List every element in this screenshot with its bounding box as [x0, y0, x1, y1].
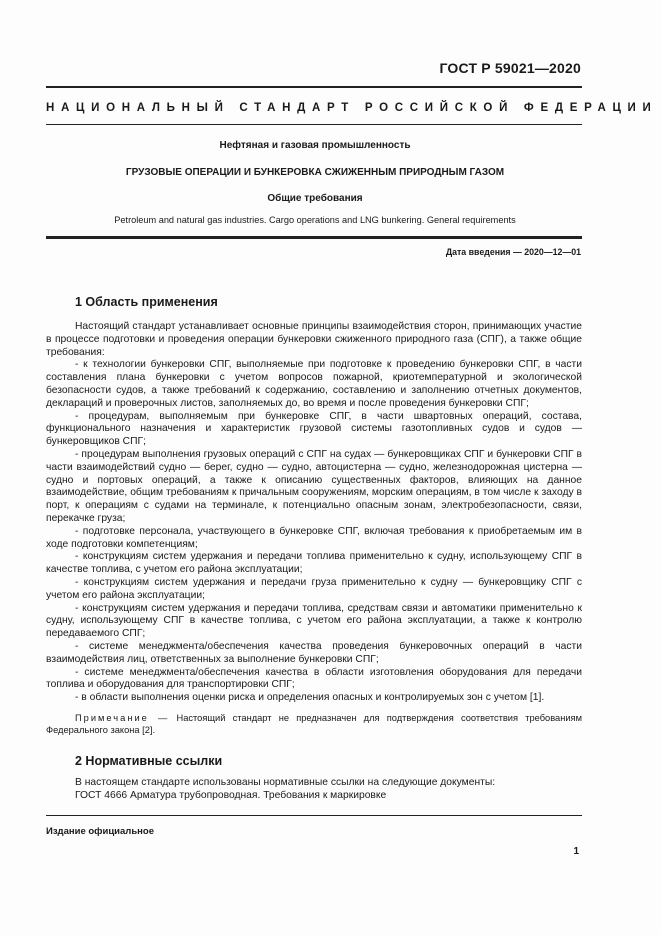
section-2-heading: 2 Нормативные ссылки	[75, 754, 223, 768]
page-number: 1	[573, 846, 579, 857]
document-id: ГОСТ Р 59021—2020	[439, 60, 581, 76]
list-item: - подготовке персонала, участвующего в бункеровке СПГ, включая требования к приобретаемым им в ходе подготовки компетенциям;	[46, 525, 582, 550]
introduction-date: Дата введения — 2020—12—01	[445, 247, 581, 257]
note-block	[46, 712, 582, 737]
subtitle: Общие требования	[267, 193, 363, 204]
title-rule	[46, 236, 582, 239]
list-item: - процедурам, выполняемым при бункеровке СПГ, в части швартовных операций, состава, функционального назначения и характеристик грузовой системы газотопливных судов и судов — бункеровщиков СПГ;	[46, 410, 582, 448]
note-label: Примечание —	[75, 713, 170, 723]
header-rule-thin	[46, 124, 582, 125]
section-1-heading: 1 Область применения	[75, 295, 218, 309]
list-item: - конструкциям систем удержания и передачи топлива, средствам связи и автоматики применительно к судну, использующему СПГ в качестве топлива, с учетом его района эксплуатации, а также к контролю передаваемого СПГ;	[46, 602, 582, 640]
paragraph: Настоящий стандарт устанавливает основные принципы взаимодействия сторон, принимающих участие в процессе подготовки и проведения операции бункеровки сжиженного природного газа (СПГ), а также общие требования:	[46, 321, 582, 358]
paragraph: ГОСТ 4666 Арматура трубопроводная. Требования к маркировке	[75, 789, 387, 801]
list-item: - процедурам выполнения грузовых операций с СПГ на судах — бункеровщиках СПГ и бункеровки СПГ в части взаимодействий судно — берег, судно — судно, автоцистерна — судно, железнодорожная цистерна — судно и портовых операций, а также к описанию существенных факторов, влияющих на данное взаимодействие, общим требованиям к причальным сооружениям, морским операциям, в том числе к заходу в порт, к операциям с судами на терминале, к потенциально опасным зонам, электробезопасности, связи, перекачке груза;	[46, 448, 582, 524]
header-rule-thick	[46, 86, 582, 88]
industry-title: Нефтяная и газовая промышленность	[219, 140, 411, 151]
list-item: - к технологии бункеровки СПГ, выполняемые при подготовке к проведению бункеровки СПГ, в части составления плана бункеровки с учетом вопросов пожарной, криотемпературной и экологической безопасности судов, а также требований к содержанию, составлению и заполнению отчетных документов, деклараций и проверочных листов, заполняемых до, во время и после проведения бункеровки СПГ;	[46, 359, 582, 409]
list-item: - системе менеджмента/обеспечения качества в области изготовления оборудования для передачи топлива и оборудования для транспортировки СПГ;	[46, 666, 582, 691]
english-title: Petroleum and natural gas industries. Cargo operations and LNG bunkering. General requirements	[114, 215, 516, 225]
list-item: - в области выполнения оценки риска и определения опасных и контролируемых зон с учетом [1].	[75, 692, 545, 704]
official-edition-label: Издание официальное	[46, 826, 154, 837]
paragraph: В настоящем стандарте использованы нормативные ссылки на следующие документы:	[75, 777, 496, 788]
list-item: - конструкциям систем удержания и передачи груза применительно к судну — бункеровщику СПГ с учетом его района эксплуатации;	[46, 576, 582, 601]
note-text: Настоящий стандарт не предназначен для подтверждения соответствия требованиям Федерального закона [2].	[46, 713, 582, 736]
main-title: ГРУЗОВЫЕ ОПЕРАЦИИ И БУНКЕРОВКА СЖИЖЕННЫМ ПРИРОДНЫМ ГАЗОМ	[125, 167, 505, 178]
list-item: - системе менеджмента/обеспечения качества проведения бункеровочных операций в части взаимодействия лиц, ответственных за выполнение бункеровки СПГ;	[46, 640, 582, 665]
footer-rule	[46, 815, 582, 816]
list-item: - конструкциям систем удержания и передачи топлива применительно к судну, использующему СПГ в качестве топлива, с учетом его района эксплуатации;	[46, 551, 582, 576]
national-standard-banner: НАЦИОНАЛЬНЫЙ СТАНДАРТ РОССИЙСКОЙ ФЕДЕРАЦИИ	[46, 102, 658, 114]
section-1-body	[46, 321, 582, 705]
section-2-body	[46, 777, 582, 803]
